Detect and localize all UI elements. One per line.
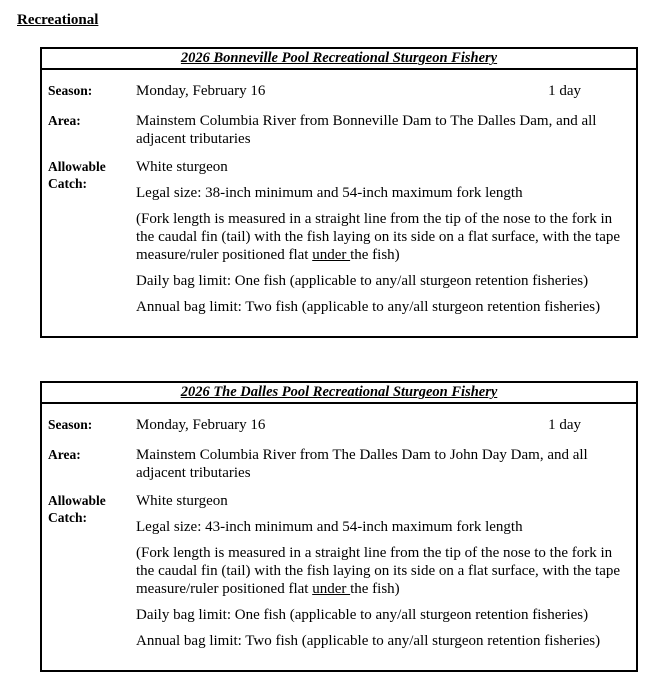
season-value: Monday, February 16	[136, 417, 266, 433]
area-label: Area:	[48, 113, 81, 128]
season-value: Monday, February 16	[136, 83, 266, 99]
daily-bag-limit: Daily bag limit: One fish (applicable to any/all sturgeon retention fisheries)	[136, 273, 589, 289]
annual-bag-limit: Annual bag limit: Two fish (applicable to any/all sturgeon retention fisheries)	[136, 299, 601, 315]
catch-label: Allowable Catch:	[48, 493, 106, 525]
area-row	[42, 446, 636, 492]
species: White sturgeon	[136, 159, 228, 175]
fishery-title: 2026 The Dalles Pool Recreational Sturgeon Fishery	[42, 383, 636, 404]
fork-length-note: (Fork length is measured in a straight line from the tip of the nose to the fork in the caudal fin (tail) with the fish laying on its side on a flat surface, with the tape measure/ruler positioned flat under the fish)	[136, 211, 621, 263]
legal-size: Legal size: 38-inch minimum and 54-inch maximum fork length	[136, 185, 523, 201]
season-days: 1 day	[548, 417, 581, 433]
section-heading: Recreational	[17, 12, 99, 28]
area-value: Mainstem Columbia River from Bonneville Dam to The Dalles Dam, and all adjacent tributaries	[136, 113, 597, 147]
season-label: Season:	[48, 417, 93, 432]
daily-bag-limit: Daily bag limit: One fish (applicable to any/all sturgeon retention fisheries)	[136, 607, 589, 623]
species: White sturgeon	[136, 493, 228, 509]
catch-row	[42, 492, 636, 650]
area-value: Mainstem Columbia River from The Dalles Dam to John Day Dam, and all adjacent tributaries	[136, 447, 588, 481]
area-row	[42, 112, 636, 158]
season-row	[42, 416, 636, 446]
annual-bag-limit: Annual bag limit: Two fish (applicable to any/all sturgeon retention fisheries)	[136, 633, 601, 649]
fork-length-note: (Fork length is measured in a straight line from the tip of the nose to the fork in the caudal fin (tail) with the fish laying on its side on a flat surface, with the tape measure/ruler positioned flat under the fish)	[136, 545, 621, 597]
legal-size: Legal size: 43-inch minimum and 54-inch maximum fork length	[136, 519, 523, 535]
season-label: Season:	[48, 83, 93, 98]
season-days: 1 day	[548, 83, 581, 99]
catch-row	[42, 158, 636, 316]
fishery-table-bonneville	[40, 47, 638, 338]
catch-label: Allowable Catch:	[48, 159, 106, 191]
season-row	[42, 82, 636, 112]
fishery-table-the-dalles	[40, 381, 638, 672]
fishery-title: 2026 Bonneville Pool Recreational Sturgeon Fishery	[42, 49, 636, 70]
area-label: Area:	[48, 447, 81, 462]
